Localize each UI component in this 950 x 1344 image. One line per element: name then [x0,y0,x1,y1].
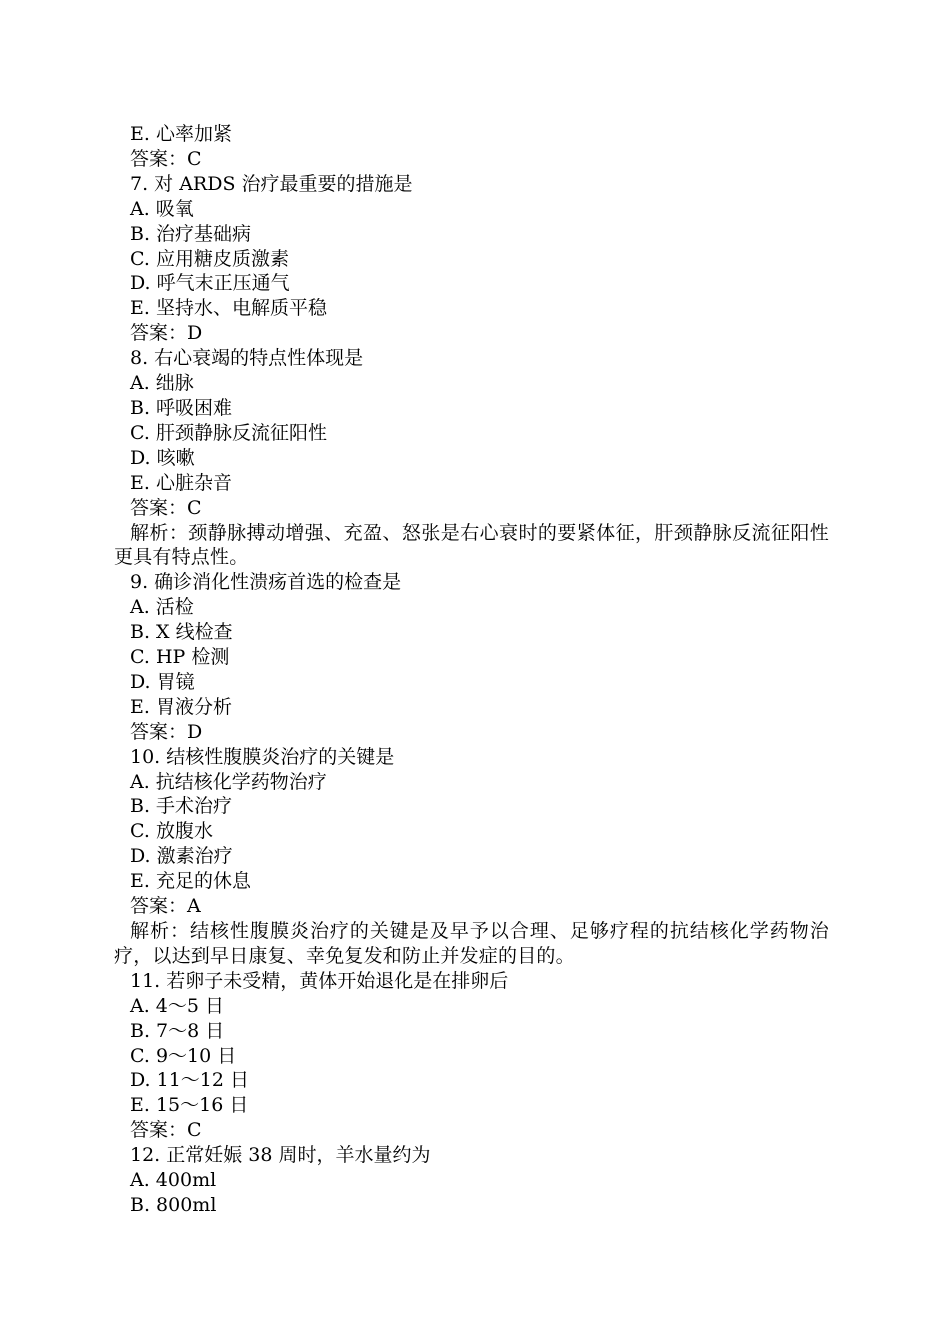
explanation-paragraph: 解析：颈静脉搏动增强、充盈、怒张是右心衰时的要紧体征，肝颈静脉反流征阳性更具有特点性。 [114,521,829,569]
text-line: B. X 线检查 [130,621,233,644]
text-line: E. 心脏杂音 [130,471,232,494]
document-body [114,122,829,1218]
text-line: A. 活检 [130,596,194,619]
text-line: E. 坚持水、电解质平稳 [130,297,327,320]
text-line: 答案：C [130,147,202,170]
text-line: B. 呼吸困难 [130,396,233,419]
text-line: A. 400ml [130,1169,217,1192]
text-line: D. 咳嗽 [130,446,195,469]
text-line: D. 11～12 日 [130,1069,250,1092]
text-line: 答案：C [130,1119,202,1142]
text-line: 12. 正常妊娠 38 周时，羊水量约为 [130,1144,431,1167]
text-line: 答案：A [130,895,201,918]
text-line: B. 800ml [130,1193,217,1216]
text-line: 10. 结核性腹膜炎治疗的关键是 [130,745,395,768]
text-line: A. 4～5 日 [130,994,225,1017]
text-line: E. 胃液分析 [130,695,232,718]
text-line: E. 充足的休息 [130,870,251,893]
text-line: B. 治疗基础病 [130,222,252,245]
text-line: C. HP 检测 [130,646,230,669]
text-line: A. 绌脉 [130,372,194,395]
text-line: C. 肝颈静脉反流征阳性 [130,421,327,444]
text-line: C. 放腹水 [130,820,213,843]
text-line: D. 胃镜 [130,670,195,693]
explanation-paragraph: 解析：结核性腹膜炎治疗的关键是及早予以合理、足够疗程的抗结核化学药物治疗，以达到早日康复、幸免复发和防止并发症的目的。 [114,920,829,967]
text-line: D. 激素治疗 [130,845,233,868]
text-line: A. 吸氧 [130,197,194,220]
text-line: 9. 确诊消化性溃疡首选的检查是 [130,571,402,594]
text-line: D. 呼气末正压通气 [130,272,290,295]
text-line: B. 7～8 日 [130,1019,225,1042]
text-line: 7. 对 ARDS 治疗最重要的措施是 [130,172,413,195]
text-line: E. 15～16 日 [130,1094,249,1117]
text-line: 8. 右心衰竭的特点性体现是 [130,347,364,370]
text-line: A. 抗结核化学药物治疗 [130,770,327,793]
text-line: B. 手术治疗 [130,795,233,818]
text-line: C. 应用糖皮质激素 [130,247,289,270]
text-line: 答案：D [130,322,203,345]
text-line: 答案：C [130,496,202,519]
text-line: E. 心率加紧 [130,123,232,145]
text-line: C. 9～10 日 [130,1044,237,1067]
text-line: 答案：D [130,720,203,743]
text-line: 11. 若卵子未受精，黄体开始退化是在排卵后 [130,969,509,992]
